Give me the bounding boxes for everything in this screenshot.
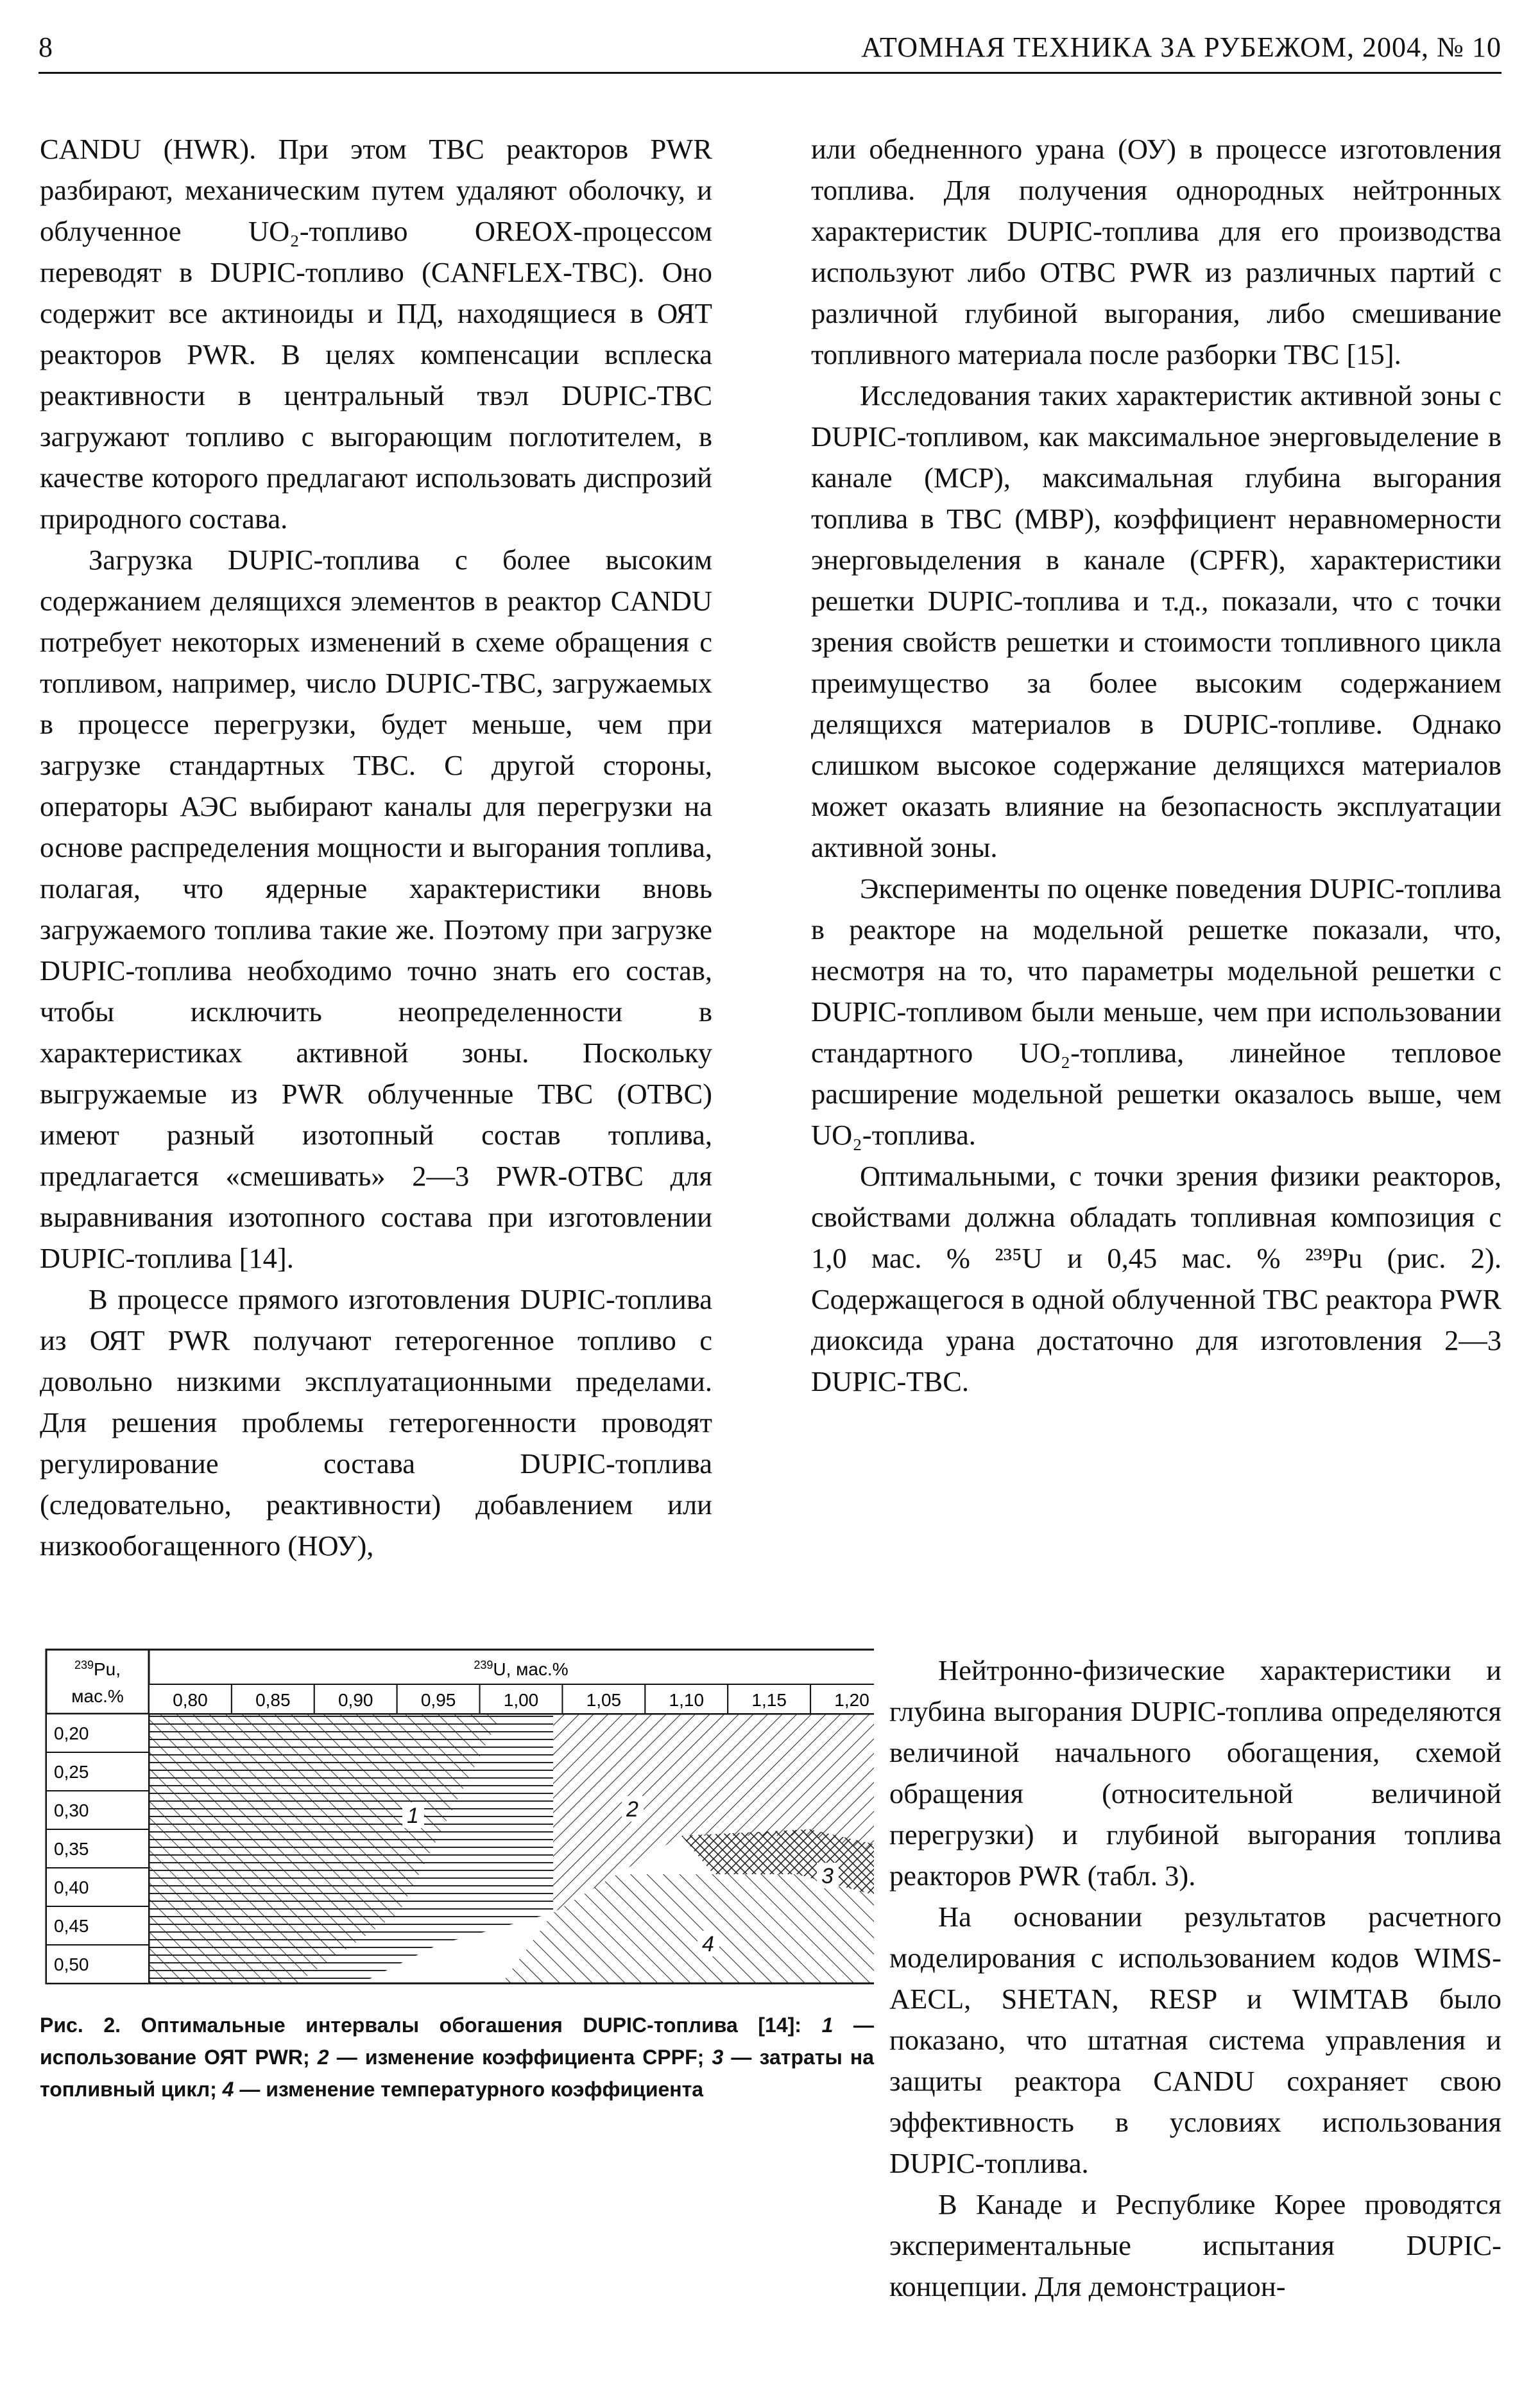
- caption-item-4: — изменение температурного коэффициента: [239, 2078, 704, 2101]
- column-label: 0,90: [338, 1690, 373, 1710]
- row-header-column: [46, 1714, 149, 1983]
- col-axis-header: $^{239}$U, мас.%: [474, 1659, 569, 1679]
- journal-title: АТОМНАЯ ТЕХНИКА ЗА РУБЕЖОМ, 2004, № 10: [861, 31, 1502, 63]
- right-paragraph-1: или обедненного урана (ОУ) в процессе изготовления топлива. Для получения однородных нейтронных характеристик DUPIC-топлива для его производства используют либо ОТВС PWR из различных партий с различной глубиной выгорания, либо смешивание топливного материала после разборки ТВС [15].: [811, 133, 1502, 370]
- caption-item-1: — использование ОЯТ PWR;: [40, 2014, 875, 2069]
- page-number: 8: [38, 31, 53, 63]
- right-paragraph-5: Нейтронно-физические характеристики и глубина выгорания DUPIC-топлива определяются величиной начального обогащения, схемой обращения (относительной величиной перегрузки) и глубиной выгорания топлива реакторов PWR (табл. 3).: [889, 1654, 1502, 1892]
- left-column: [40, 128, 712, 1566]
- right-paragraph-4: Оптимальными, с точки зрения физики реакторов, свойствами должна обладать топливная композиция с 1,0 мас. % ²³⁵U и 0,45 мас. % ²³⁹Pu (рис. 2). Содержащегося в одной облученной ТВС реактора PWR диоксида урана достаточно для изготовления 2—3 DUPIC-ТВС.: [811, 1160, 1502, 1397]
- column-label: 1,15: [751, 1690, 787, 1710]
- column-label: 0,80: [173, 1690, 208, 1710]
- region-label-2: 2: [626, 1797, 638, 1822]
- right-paragraph-6: На основании результатов расчетного моделирования с использованием кодов WIMS-AECL, SHETAN, RESP и WIMTAB было показано, что штатная система управления и защиты реактора CANDU сохраняет свою эффективность в условиях использования DUPIC-топлива.: [889, 1901, 1502, 2179]
- figure-caption: [40, 2009, 874, 2105]
- caption-item-1-num: 1: [821, 2014, 834, 2037]
- column-label: 1,20: [834, 1690, 869, 1710]
- column-label: 1,10: [669, 1690, 705, 1710]
- caption-item-2: — изменение коэффициента CPPF;: [336, 2046, 705, 2069]
- column-label: 0,95: [420, 1690, 456, 1710]
- left-paragraph-1: CANDU (HWR). При этом ТВС реакторов PWR разбирают, механическим путем удаляют оболочку, и облученное UO₂-топливо OREOX-процессом переводят в DUPIC-топливо (CANFLEX-ТВС). Оно содержит все актиноиды и ПД, находящиеся в ОЯТ реакторов PWR. В целях компенсации всплеска реактивности в центральный твэл DUPIC-ТВС загружают топливо с выгорающим поглотителем, в качестве которого предлагают использовать диспрозий природного состава.: [40, 133, 712, 535]
- figure-2-diagram: [40, 1643, 874, 2003]
- right-paragraph-7: В Канаде и Республике Корее проводятся экспериментальные испытания DUPIC-концепции. Для демонстрацион-: [889, 2188, 1502, 2302]
- region-label-1: 1: [407, 1804, 419, 1828]
- svg-text:мас.%: мас.%: [71, 1686, 124, 1706]
- caption-item-3: — затраты на топливный цикл;: [40, 2046, 875, 2101]
- region-label-4: 4: [702, 1932, 714, 1956]
- region-label-3: 3: [821, 1864, 834, 1888]
- column-label: 1,05: [586, 1690, 622, 1710]
- row-axis-header: $^{239}$Pu,: [74, 1659, 121, 1679]
- caption-item-4-num: 4: [222, 2078, 234, 2101]
- row-label: 0,40: [54, 1877, 89, 1897]
- row-label: 0,25: [54, 1762, 89, 1782]
- page-header: [38, 31, 1502, 74]
- column-label: 0,85: [255, 1690, 291, 1710]
- row-label: 0,35: [54, 1839, 89, 1859]
- row-label: 0,50: [54, 1954, 89, 1974]
- caption-item-2-num: 2: [317, 2046, 329, 2069]
- caption-title: Рис. 2. Оптимальные интервалы обогашения DUPIC-топлива [14]:: [40, 2014, 801, 2037]
- column-label: 1,00: [503, 1690, 539, 1710]
- right-paragraph-2: Исследования таких характеристик активной зоны с DUPIC-топливом, как максимальное энерговыделение в канале (МСР), максимальная глубина выгорания топлива в ТВС (МВР), коэффициент неравномерности энерговыделения в канале (CPFR), характеристики решетки DUPIC-топлива и т.д., показали, что с точки зрения свойств решетки и стоимости топливного цикла преимущество за более высоким содержанием делящихся материалов в DUPIC-топливе. Однако слишком высокое содержание делящихся материалов может оказать влияние на безопасность эксплуатации активной зоны.: [811, 379, 1502, 863]
- row-label: 0,30: [54, 1800, 89, 1820]
- column-header-row: [149, 1684, 874, 1714]
- left-paragraph-2: Загрузка DUPIC-топлива с более высоким содержанием делящихся элементов в реактор CANDU потребует некоторых изменений в схеме обращения с топливом, например, число DUPIC-ТВС, загружаемых в процессе перегрузки, будет меньше, чем при загрузке стандартных ТВС. С другой стороны, операторы АЭС выбирают каналы для перегрузки на основе распределения мощности и выгорания топлива, полагая, что ядерные характеристики вновь загружаемого топлива такие же. Поэтому при загрузке DUPIC-топлива необходимо точно знать его состав, чтобы исключить неопределенности в характеристиках активной зоны. Поскольку выгружаемые из PWR облученные ТВС (ОТВС) имеют разный изотопный состав топлива, предлагается «смешивать» 2—3 PWR-ОТВС для выравнивания изотопного состава при изготовлении DUPIC-топлива [14].: [40, 544, 712, 1274]
- row-label: 0,45: [54, 1916, 89, 1936]
- row-label: 0,20: [54, 1723, 89, 1743]
- right-column: [811, 128, 1502, 1402]
- caption-item-3-num: 3: [712, 2046, 724, 2069]
- right-column-lower: [889, 1650, 1502, 2307]
- right-paragraph-3: Эксперименты по оценке поведения DUPIC-топлива в реакторе на модельной решетке показали, что, несмотря на то, что параметры модельной решетки с DUPIC-топливом были меньше, чем при использовании стандартного UO₂-топлива, линейное тепловое расширение модельной решетки оказалось выше, чем UO₂-топлива.: [811, 872, 1502, 1151]
- left-paragraph-3: В процессе прямого изготовления DUPIC-топлива из ОЯТ PWR получают гетерогенное топливо с довольно низкими эксплуатационными пределами. Для решения проблемы гетерогенности проводят регулирование состава DUPIC-топлива (следовательно, реактивности) добавлением или низкообогащенного (НОУ),: [40, 1283, 712, 1562]
